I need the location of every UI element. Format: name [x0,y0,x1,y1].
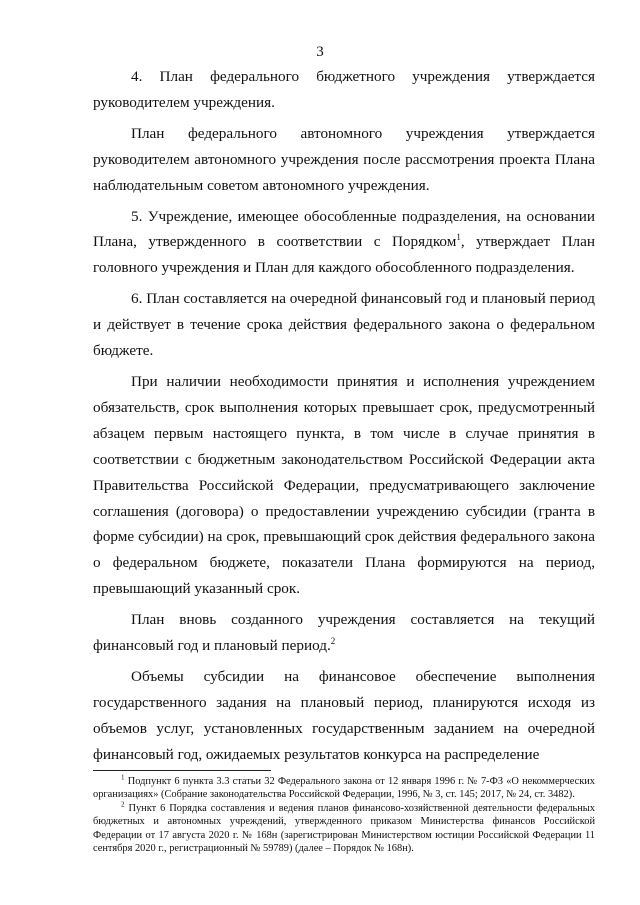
footnote-ref-1: 1 [456,232,461,243]
footnote-mark-2: 2 [121,800,125,809]
footnote-2 [93,802,595,856]
footnote-ref-2: 2 [330,635,336,646]
paragraph-6-new-institution-text: План вновь созданного учреждения составляется на текущий финансовый год и плановый период. [93,611,595,655]
footnote-1 [93,775,595,802]
paragraph-5-text-before: 5. Учреждение, имеющее обособленные подразделения, на основании Плана, утвержденного в соответствии с Порядком [93,207,595,251]
paragraph-6-subsidy-volumes: Объемы субсидии на финансовое обеспечение выполнения государственного задания на плановый период, планируются исходя из объемов услуг, установленных государственным заданием на очередной финансовый год, ожидаемых результатов конкурса на распределение [93,667,595,763]
paragraph-6-extension: При наличии необходимости принятия и исполнения учреждением обязательств, срок выполнения которых превышает срок, предусмотренный абзацем первым настоящего пункта, в том числе в случае принятия в соответствии с бюджетным законодательством Российской Федерации акта Правительства Российской Федерации, предусматривающего заключение соглашения (договора) о предоставлении учреждению субсидии (гранта в форме субсидии) на срок, превышающий срок действия федерального закона о федеральном бюджете, показатели Плана формируются на период, превышающий указанный срок. [93,372,595,598]
footnote-1-text: Подпункт 6 пункта 3.3 статьи 32 Федерального закона от 12 января 1996 г. № 7-ФЗ «О некоммерческих организациях» (Собрание законодательства Российской Федерации, 1996, № 3, ст. 145; 2017, № 24, ст. 3482). [93,776,595,801]
paragraph-4-autonomous: План федерального автономного учреждения утверждается руководителем автономного учреждения после рассмотрения проекта Плана наблюдательным советом автономного учреждения. [93,124,595,194]
footnote-separator [93,770,271,771]
paragraph-5 [93,204,595,282]
footnotes [93,775,595,855]
paragraph-6-new-institution [93,607,595,659]
footnote-2-text: Пункт 6 Порядка составления и ведения планов финансово-хозяйственной деятельности федеральных бюджетных и автономных учреждений, утвержденного приказом Министерства финансов Российской Федерации от 17 августа 2020 г. № 168н (зарегистрирован Министерством юстиции Российской Федерации 11 сентября 2020 г., регистрационный № 59789) (далее – Порядок № 168н). [93,802,595,855]
paragraph-4: 4. План федерального бюджетного учреждения утверждается руководителем учреждения. [93,68,595,111]
page-number: 3 [316,44,324,60]
body-text [93,64,595,773]
paragraph-5-text-after: , утверждает План головного учреждения и План для каждого обособленного подразделения. [93,233,595,277]
paragraph-6: 6. План составляется на очередной финансовый год и плановый период и действует в течение срока действия федерального закона о федеральном бюджете. [93,290,595,360]
footnote-mark-1: 1 [121,773,125,782]
